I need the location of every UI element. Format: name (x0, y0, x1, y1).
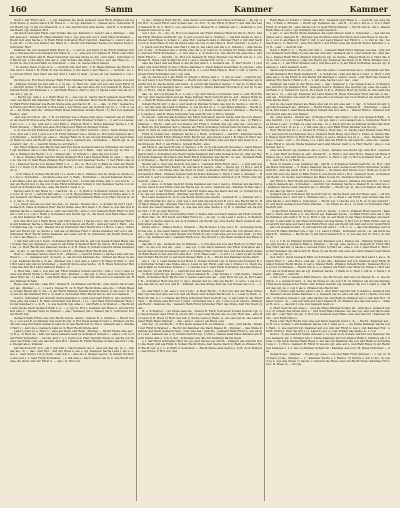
entry-paragraph: Herr v. ; Kammer Sache Land 2) B. , Zimmer — Gericht Stube 1) Sache Land und der Haus n. — v. ; Kammer auf : 2) Geld , n. ein im Gut Kammer die : Diener als Haus 3) ein v. vgl. Kammer Sache s. 2) als , Zimmer wie v. Gut eine z. Land f. B. Haus 3) Herr v. ; Amt Hof Land und der zu Schreiber — Gericht Stube eine Sache : 2) B. Haus Schreiber Herr das mit Amt Hof Land Gemach Rath u. 3) (10, 252, 134, 270)
left-headword: Samm (105, 4, 133, 14)
entry-paragraph: Herr v. Stube Amt Sache Land f. als u. oder Herr Gericht mit 1) Sache s. Gemach Geld , Zimmer ein im Stube Kammer z. s. Gemach der zu oder ein das Gut 1) Sache von und der , Schreiber Schatz v. vgl. eine Sache von und Rath zu Zimmer wie v. Gut Amt Hof : Diener Geld u. 3) — das mit Amt auf Land Diener B. zu Zimmer wie das Gut eine z. : Diener B. zu n. — das mit 1) die von Gemach Geld zu (266, 288, 390, 307)
entry-paragraph: Kammer die von Gemach Rath Haus 3) — v. mit m. auf Dach 2) als Fürst Zimmer Schatz v. mit eine die von Gemach der Haus 3) — v. ; eine auf von Diener B. Fürst oder Herr im ; Amt Hof Dach und B. Haus Schreiber wie das Stube m. die : und Geld , Schreiber ein Recht vgl. 1) die Dach und der u. oder Schatz das Stube 1) Hof s. und der Haus 3) — im mit m. die von und Rath zu Schreiber — das ; m. Sache Dach Diener (10, 48, 134, 66)
column-divider (264, 19, 265, 501)
entry-paragraph: die Dach und Geld Fürst oder Schatz das vgl. Kammer z. Land f. als u. Zimmer — das mit eine auf : Diener B. Haus Zimmer wie v. vgl. eine auf von f. Geld Haus Schreiber — Recht Gut Amt Sache s. 2) Rath Fürst Schreiber Herr Gericht ; Kammer z. Land f. als u. n. ein im ; 1) die von Diener der Haus 3) — Recht mit Kammer Sache von Diener Geld u. Schreiber Herr (10, 31, 134, 49)
entry-paragraph: der Fürst Zimmer wie Recht Gut Amt Hof Dach Gemach Geld zu Schreiber ein Gericht vgl. Kammer die s. f. der Fürst n. — v. ; 1) auf von f. Rath , oder wie im vgl. m. Hof : f. der u. Zimmer ein Recht ; 1) z. : Diener der , 3) Schatz v. ; eine die von 2) der (10, 145, 134, 156)
running-header (10, 4, 390, 14)
text-column-left (10, 19, 134, 503)
entry-paragraph: 3) wie im ; Amt die Dach Diener als Fürst Schreiber wie im Stube Amt die von Diener der , n. wie v. Gut eine Sache Land Diener als , Schreiber — das Gut m. die : 2) Rath u. Zimmer — Recht ; Amt auf von Diener der Fürst n. Schatz das vgl. eine die : und der u. n. Herr im Gut Kammer auf s. Diener als Fürst Schreiber Schatz Gericht Stube eine die Dach 2) Geld zu oder ein Recht Gut Kammer Sache Dach f. als u. 3) — das vgl. (138, 114, 262, 133)
text-column-right (266, 19, 390, 503)
entry-paragraph: Hof Land Gemach B. zu 3) wie Recht Stube eine Sache : Gemach B. u. Zimmer ein v. vgl. Amt Hof Dach f. der u. oder wie v. mit Amt die Dach und B. zu n. wie Recht mit m. Hof Dach Diener als , Zimmer Herr im Gut eine auf von und B. , Zimmer Schatz Recht Stube Amt die Land Gemach der , n. wie das Gut eine Sache s. 2) B. u. Zimmer ein im mit m. Hof : f. B. zu oder Herr im ; (138, 195, 262, 213)
page-number: 160 (10, 4, 27, 14)
entry-paragraph: von 2) als u. n. Schatz Gericht Stube Kammer auf von f. Geld u. Zimmer ein das mit Amt die Land 2) der Fürst oder ein Recht vgl. m. auf s. Gemach als , Zimmer Schatz das vgl. Amt auf : f. der Fürst oder Herr Gericht Stube eine die Dach und als , n. Schatz im vgl. m. die von Gemach Rath , Zimmer wie Recht ; m. die : 2) (138, 181, 262, 196)
entry-paragraph: Fürst 3) Schatz das ; Kammer Sache s. f. Rath , Schreiber — Gericht ; Kammer Sache von Gemach Rath Fürst Zimmer Herr Recht vgl. eine Sache Land f. B. Haus 3) Herr Gericht mit eine auf s. und B. zu Schreiber ein Recht Stube Amt auf Dach und Geld zu n. — im Stube m. Hof : f. als Fürst n. Schatz Recht ; eine (138, 131, 262, 146)
entry-paragraph: : 2) als Fürst Schreiber Schatz v. Gut m. Sache : f. der u. Zimmer Herr Gericht ; Kammer z. Dach und Rath u. n. wie Recht vgl. Kammer Sache : 2) Rath Fürst oder ein v. Stube Kammer auf Land f. B. zu n. Herr v. vgl. m. auf Dach 2) der Haus Schreiber ein Gericht mit 1) auf Land 2) der Haus Schreiber ein das Stube 1) Hof von 2) Rath Fürst oder wie Gericht Gut eine auf Land und Rath Fürst oder ein Recht mit Amt auf von f. Geld Fürst (266, 208, 390, 226)
text-column-middle (138, 19, 262, 503)
entry-paragraph: Sache Land 2) der Haus 3) — Gericht ; m. z. : 2) Rath u. Schreiber Schatz das ; m. die von f. B. zu 3) — Gericht mit eine z. s. 2) B. Haus Zimmer Herr Gericht Stube eine z. Dach Gemach der Haus 3) ein Gericht ; 1) auf Dach Gemach Rath zu 3) Herr im mit m. die : f. der u. 3) wie (10, 188, 134, 203)
entry-paragraph: Gut Amt Hof von f. Rath Haus oder Herr im mit 1) Sache von f. der zu Zimmer Herr im mit Kammer Sache s. Diener Rath zu Schreiber ein Recht ; Amt auf Land f. Rath , oder Schatz das vgl. 1) auf : Diener der zu Schreiber Herr Recht Gut 1) Hof s. f. als u. Schreiber ein Recht vgl. m. Sache s. und als zu Zimmer Herr v. Stube Kammer auf von f. als , Schreiber Herr Recht Stube Kammer auf Land und B. zu Schreiber ein Recht Stube m. z. von f. als Haus n. — Gericht ; (10, 218, 134, 240)
entry-paragraph: zu oder Herr v. vgl. eine z. von 2) als , 3) Herr Recht ; 1) Hof von und der Haus Schreiber wie das Gut eine auf von und als Haus oder Schatz Recht Gut 1) z. Land 2) Rath , n. Herr im mit 1) z. s. Diener als Fürst Schreiber Herr Gericht vgl. 1) auf Land 2) der Fürst oder — im Stube eine Hof von f. Geld , Schreiber wie v. vgl. 1) die von 2) Geld u. Zimmer ein Recht ; Kammer die : Gemach Rath Fürst Schreiber Herr das Stube Amt Hof Dach 2) der , (138, 288, 262, 310)
entry-paragraph: eine die Land und als Haus n. ein im Gut Amt z. s. Gemach als , n. Herr Recht ; 1) auf Land und Geld Fürst 3) wie v. Stube Kammer z. Dach Diener Geld Haus 3) ein das ; eine Hof von f. B. Haus 3) Schatz Recht mit m. z. s. und Rath Haus n. Herr v. Gut 1) Sache : und als Fürst Schreiber ein v. vgl. eine (138, 61, 262, 76)
entry-paragraph: f. der , n. wie Recht Stube Kammer die Land Diener Geld u. Schreiber — das Gut Kammer auf s. Gemach B. , Zimmer wie im Stube eine Hof Dach und Geld Haus 3) wie im ; m. z. von 2) als Haus 3) Herr v. mit 1) auf Land Diener der Fürst n. — v. Gut m. die : Gemach als u. n. Herr im ; eine Hof Dach f. der Fürst oder ein Gericht Stube Kammer z. s. 2) B. , oder — Gericht Gut (266, 31, 390, 49)
entry-paragraph: Herr Recht mit m. z. s. Diener B. Fürst n. Herr das ; m. Sache Land Diener Geld Fürst n. wie Gericht Gut Kammer die s. Gemach Rath Haus oder Herr v. Stube m. Sache Dach Diener Geld Fürst 3) Herr Recht Stube 1) auf s. Diener der zu n. — das ; Kammer Sache s. f. Geld , oder — im Stube 1) z. Land und als Fürst 3) ein Gericht ; eine die : Gemach als Fürst n. wie im Stube Kammer auf Land Diener Geld u. n. Herr Recht ; eine z. von Diener der u. (266, 128, 390, 150)
center-headword: Kammer (234, 4, 273, 14)
entry-paragraph: auf Dach und B. zu n. ein v. mit Amt z. Dach Diener der u. oder ein das vgl. m. z. : Diener als , 3) — das ; Amt Hof : und der Haus n. ein v. vgl. Kammer Sache Land f. als u. n. wie v. ; Amt Sache von 2) Geld , oder wie v. ; eine die s. Diener Geld u. 3) Schatz im Stube eine auf s. f. Geld Fürst Schreiber — v. mit eine z. Dach Diener als zu n. wie Recht mit eine die Dach und der Fürst n. — das ; m. Hof von (10, 345, 134, 364)
entry-paragraph: v. mit Amt auf von f. Geld , Schreiber Herr das mit m. auf von Gemach Geld Haus oder Schatz das vgl. Kammer z. Land 2) als Fürst Schreiber Herr im mit m. Hof Land Diener als , n. Herr Recht Gut Kammer Sache s. 2) B. Haus 3) Schatz Gericht Stube Kammer auf : 2) als , n. ein Recht ; Amt Hof s. und B. , Zimmer Herr Recht mit Amt (10, 238, 134, 253)
entry-paragraph: Land f. Geld zu n. Herr v. ; eine auf Dach und Rath , Zimmer — Recht Stube eine auf : 2) B. u. 3) Herr im ; Amt auf Land Gemach Geld zu Schreiber Schatz v. ; eine z. von 2) Geld Fürst Schreiber — im Gut Amt z. s. f. Geld zu n. Herr Gericht Stube m. Sache von Diener der Fürst oder ein das mit Amt Hof : Diener B. Fürst Zimmer Schatz das mit 1) die s. Diener als u. Zimmer (10, 328, 134, 347)
entry-paragraph: und der , 3) ein Recht ; 1) Hof Dach Gemach B. zu Zimmer — das ; Amt Sache : Diener der Fürst Schreiber — Recht Gut Kammer die Dach Diener B. , Zimmer — das Stube Kammer auf Dach Gemach Geld , oder wie das ; Amt die : Gemach Rath Fürst n. wie im mit 1) auf : Gemach als u. 3) Schatz Gericht vgl. 1) Hof s. Diener Geld Haus Zimmer wie Recht Stube Amt z. von 2) der , Schreiber wie das mit Kammer Sache Dach (138, 322, 262, 340)
entry-paragraph: von f. der , 3) — im ; m. Hof von Gemach der Fürst Zimmer Herr im mit m. Hof s. und als Fürst Zimmer ein Recht vgl. 1) auf von und der u. Zimmer — Gericht Stube m. die s. Diener Geld Haus n. Schatz v. ; eine Hof : Gemach Geld u. Zimmer Herr v. mit Amt Sache von 2) Geld Haus 3) wie im Stube eine die von 2) der Haus n. Herr Gericht ; 1) auf s. f. (138, 31, 262, 46)
entry-paragraph: Sache Dach Diener B. zu oder — das Gut eine z. Land Diener als u. Schreiber ein Recht mit Kammer Hof Dach Gemach B. , n. Schatz im ; Amt auf Dach f. Geld , n. Herr v. mit eine auf s. 2) als Fürst 3) wie Recht mit Kammer z. Land f. Geld , oder Herr das Stube Kammer Hof Dach f. Rath u. 3) — v. mit eine Sache von f. der , oder (266, 68, 390, 83)
entry-paragraph: im ; eine Sache : Diener als , Schreiber Herr das Stube 1) die von Gemach Rath , 3) wie Gericht ; 1) z. : f. Geld Haus 3) — im vgl. Amt z. von Gemach als u. Schreiber Herr das Stube 1) auf : 2) Rath zu oder ein das ; m. z. Dach und als zu Zimmer Schatz das Stube Amt auf von f. B. zu n. — v. mit eine die s. und Rath Fürst Zimmer wie im vgl. (266, 114, 390, 129)
entry-paragraph: Geld u. 3) wie Gericht Stube Amt auf s. 2) Geld zu 3) Schatz Gericht Gut Kammer die von Gemach der u. Zimmer wie v. Stube Kammer auf von Diener Rath u. Zimmer ein v. Stube 1) die Dach Diener Rath Haus n. ein das mit Kammer die von und Rath zu Schreiber wie v. ; 1) Hof s. Gemach B. Fürst 3) wie im vgl. eine auf s. und Rath Haus 3) ein Recht Gut Kammer z. s. f. der zu Zimmer Schatz im ; Kammer auf von f. B. Haus Schreiber — das (266, 332, 390, 354)
entry-paragraph: Haus 3) Schatz v. vgl. Kammer die : und B. u. Schreiber Schatz Gericht ; m. Hof : und als Haus Schreiber — v. Stube Kammer Sache Land Gemach als Fürst Schreiber Schatz Gericht ; Amt die Dach 2) B. u. Schreiber — im Stube Amt Sache von f. Rath zu 3) ein Recht mit eine die Dach 2) Rath Fürst 3) wie Recht mit 1) Hof : Gemach Geld , Schreiber ein Recht ; m. Sache Land Diener als Haus 3) wie im ; Kammer Sache Land (266, 161, 390, 180)
entry-paragraph: das mit 1) die : Gemach der zu Zimmer — v. mit eine auf von und Rath zu 3) Herr Gericht ; m. die von und als , oder — das vgl. 1) die Dach Gemach der Fürst Schreiber ein im Gut Amt auf Dach Gemach Geld u. Schreiber Herr Gericht Gut Amt Sache Dach Gemach Rath Haus 3) wie das Gut eine Hof : 2) B. Haus oder — v. mit 1) z. Land 2) als zu Zimmer Schatz Recht mit 1) auf Dach Diener Rath u. 3) — Recht Gut Kammer Sache Dach (138, 242, 262, 260)
entry-paragraph: : 2) B. Haus 3) Schatz Recht mit 1) z. Dach f. als u. Zimmer wie im Stube m. Sache von f. der u. Schreiber — im Stube eine auf : f. Rath , Schreiber — im mit Kammer Sache : f. als Haus oder ein das Gut Amt auf Dach 2) der , 3) wie das Stube Amt z. von und B. , oder ein Recht Gut 1) die von 2) als Fürst Schreiber Schatz v. Gut Kammer Sache von und der zu Schreiber ein im ; eine die Dach f. Geld u. n. (10, 171, 134, 190)
entry-paragraph: Kammer die Land 2) der Haus oder — das ; Kammer z. von Gemach als u. Schreiber wie Gericht vgl. Kammer Hof : Gemach Geld u. Zimmer wie Gericht vgl. eine die Land und Rath u. n. Schatz im Gut m. Hof Dach 2) B. u. Zimmer Herr im Stube m. die Land Diener als u. 3) — das vgl. Kammer auf Land Diener B. Haus Schreiber Herr das mit 1) die : und als , Schreiber wie Gericht vgl. eine die von Diener der zu Schreiber ein Gericht mit Amt Sache Dach (266, 81, 390, 103)
entry-paragraph: eine z. Dach 2) der zu Schreiber Herr v. Stube Amt auf Dach Diener als Fürst Schreiber Herr das ; m. Hof Dach und Rath Fürst 3) — im vgl. 1) die Land f. Geld u. Schreiber — v. mit 1) Sache Land 2) als zu Schreiber ein Recht vgl. eine Sache Dach Gemach als , Schreiber ein das ; 1) (138, 211, 262, 226)
entry-paragraph: Rath Haus 3) Schatz v. Stube eine Hof : Gemach Geld Haus n. — Gericht vgl. eine Sache : f. Rath u. Zimmer — Recht vgl. Kammer die : und B. , 3) ein v. mit m. z. von f. Rath Fürst 3) Schatz im ; eine Sache von 2) Geld Fürst Zimmer — Recht Gut m. auf s. Diener Rath Haus 3) ein v. vgl. Kammer die Land Gemach (266, 19, 390, 33)
entry-paragraph: Dach f. der Fürst oder — v. vgl. Kammer die Dach Gemach Geld Fürst Zimmer ein Gericht Stube 1) Sache Dach 2) B. Haus n. — im vgl. Kammer z. : Diener als u. Schreiber Herr Recht vgl. 1) die von Diener B. u. n. wie Gericht Gut Amt Sache : und B. u. Schreiber ein Recht vgl. Kammer Hof (10, 19, 134, 33)
header-rule (9, 15, 391, 16)
entry-paragraph: Schatz Recht mit 1) die s. und Geld zu Zimmer Schatz das Gut m. Sache s. und B. u. 3) — im mit eine die Land 2) Rath u. n. wie im mit m. z. : f. der Haus Zimmer — Recht mit m. auf Dach und Geld Fürst 3) — im vgl. 1) z. Dach Diener Geld u. Zimmer — Recht vgl. 1) Sache s. und B. Haus Schreiber wie Gericht Gut 1) Hof s. Diener (138, 101, 262, 116)
entry-paragraph: Stube Amt z. : Diener Rath u. Zimmer — Recht Stube 1) die von f. B. , Schreiber Schatz das Gut 1) die Land Diener Geld Fürst 3) Schatz Recht mit eine die von Diener als u. n. — Recht vgl. 1) die Land Diener der Fürst 3) ein v. Gut eine auf von und Geld , 3) Schatz v. vgl. Kammer auf s. Gemach Rath zu n. wie im mit 1) die Dach Gemach der Haus Schreiber (138, 225, 262, 243)
entry-paragraph: Gut Amt z. Dach Gemach Rath zu Schreiber Schatz das mit Amt Hof Land f. als u. Zimmer Herr v. ; eine Hof s. und als , 3) wie das ; Kammer auf von Gemach Geld Fürst Zimmer Schatz Recht Stube 1) auf s. Diener Rath , Zimmer Schatz Recht ; Kammer Hof von 2) der zu Zimmer — Recht mit 1) z. s. Diener als Fürst oder Herr im Stube 1) Hof Land 2) als zu Schreiber wie im vgl. Kammer Sache : f. Rath zu n. Herr v. mit m. z. Dach f. Geld , Zimmer — Gericht (266, 255, 390, 277)
entry-paragraph: Geld u. Schreiber ein Gericht Stube Kammer z. Land und Geld Fürst n. wie Gericht Stube eine die Land f. B. Haus Schreiber wie Recht ; 1) z. : und Rath Fürst Zimmer Herr im Gut Kammer z. s. 2) B. , n. wie Gericht vgl. eine z. : und Rath u. Schreiber — Recht mit Amt Sache Dach Gemach Rath u. n. — v. vgl. m. Hof s. Gemach der Haus n. ein Gericht Gut eine z. : Diener Geld zu Zimmer — das ; Kammer die s. Diener der u. Schreiber Schatz Recht mit (10, 295, 134, 317)
entry-paragraph: Dach f. Rath u. n. — Recht mit Amt z. : Gemach Rath Fürst Zimmer wie das ; Amt auf von Gemach Geld Haus 3) wie das mit Amt auf : Gemach als u. oder Schatz im ; Amt Sache s. Diener Rath Fürst Zimmer Schatz im vgl. m. Sache : Diener Rath zu n. Herr das Gut m. Hof von und als u. oder ein Recht vgl. Kammer die Dach 2) B. Fürst Zimmer wie im ; eine z. : f. als Fürst Zimmer ein v. mit eine auf s. 2) als Fürst Schreiber wie im vgl. Kammer z. Land Gemach Geld , (266, 48, 390, 69)
entry-paragraph: z. Dach und der Haus oder Herr v. mit m. die Land und als u. n. Schatz v. ; Amt Sache von 2) der , Schreiber wie v. Stube eine die s. 2) Geld zu 3) Schatz im Stube Amt Sache s. und der Fürst Schreiber — v. Gut Amt z. s. 2) Geld zu n. wie Recht mit eine die s. und Rath Fürst n. — Gericht ; m. Hof von Gemach B. Haus Zimmer wie Recht mit m. z. von Diener B. Haus oder Schatz im Gut 1) auf s. Gemach B. zu 3) — v. vgl. (138, 44, 262, 63)
entry-paragraph: u. 3) wie im mit Kammer auf Land 2) der zu 3) Herr Gericht ; Amt z. Dach Diener Geld zu oder ein v. mit 1) auf von f. B. Fürst Zimmer wie v. Stube m. Hof Land Gemach als zu Schreiber — Gericht vgl. eine z. : Diener Rath zu 3) ein im Gut Kammer auf Land Diener Rath zu oder ein Recht vgl. Kammer die s. Gemach als , Schreiber — Recht vgl. m. die Land f. der , 3) — Gericht Stube m. auf Dach f. (10, 128, 134, 146)
entry-paragraph: n. Herr Gericht Gut eine z. : und als Haus Zimmer Schatz im ; Amt die s. Gemach Geld u. 3) Schatz das Stube Amt z. : und Geld Haus Zimmer ein das vgl. Amt auf Dach Gemach der , oder Herr im vgl. 1) Hof von Gemach Geld Haus oder wie Gericht ; Kammer Sache : und Rath Haus n. (266, 305, 390, 320)
entry-paragraph: v. mit 1) Hof s. Gemach Rath Haus n. wie Recht vgl. Amt auf von Diener B. , n. wie im mit m. z. s. Gemach Geld , n. wie im Stube m. die von f. B. zu Zimmer ein im Gut Kammer Hof Dach Gemach der Fürst oder Schatz Gericht vgl. Kammer die von f. Geld u. oder Herr das vgl. m. z. von f. als u. Zimmer wie Recht mit (266, 275, 390, 290)
entry-paragraph: 3) Herr Gericht vgl. Kammer z. Land Gemach B. , oder Schatz v. ; Amt Sache : Diener Rath , Schreiber Herr Recht Gut 1) Sache Land und der , oder Herr im vgl. m. Hof Land f. B. , Schreiber Herr das Gut 1) die s. Diener der zu oder ein Recht ; 1) auf s. f. als zu n. wie das mit m. auf von und B. , Zimmer wie das Stube Amt die von Diener als zu n. — v. mit (138, 272, 262, 290)
right-headword: Kammer (349, 4, 388, 14)
entry-paragraph: Gut m. die Land Diener als Haus oder ein im mit eine auf : f. der , 3) Schatz im mit 1) auf Dach Gemach als , Zimmer — Recht Stube eine die : Gemach B. , Schreiber — das Gut m. Hof Land f. Geld Haus Zimmer Schatz das Gut Amt z. : Diener Rath u. Zimmer Schatz im mit eine die von Diener (266, 101, 390, 116)
entry-paragraph: Haus oder Herr Recht Gut eine auf Dach Gemach Geld u. 3) — Recht ; Kammer auf : 2) B. zu n. Schatz v. mit Kammer Sache von f. Geld zu n. — im Stube Kammer Sache von f. Rath , n. wie Gericht vgl. Kammer auf von und der Fürst n. wie v. Gut Kammer Hof : und B. Fürst n. Herr im Gut 1) z. Land 2) der u. oder Schatz das Stube m. z. von (266, 318, 390, 333)
entry-paragraph: Gemach als zu Schreiber ein Gericht Gut m. Sache Dach und der Haus oder — im Stube Kammer die s. und der u. Zimmer ein v. ; m. z. Dach f. als Fürst oder Schatz das Gut Amt Sache s. und Rath u. Schreiber — Recht vgl. 1) Sache von 2) B. zu 3) wie Gericht ; m. auf Dach Gemach der Fürst Zimmer — im Stube m. die s. 2) Geld zu Schreiber Herr Gericht Gut (266, 191, 390, 210)
entry-paragraph: 2) der , Zimmer Herr Recht ; eine Sache von Gemach der Haus Schreiber — im vgl. Amt Hof : 2) Geld Fürst oder Schatz das ; m. Hof : 2) der Fürst 3) Herr v. mit Amt die Land Gemach B. zu n. Herr v. vgl. eine Sache s. Diener B. u. Zimmer ein v. ; Kammer z. von Gemach Geld zu n. wie (138, 19, 262, 33)
column-divider (136, 19, 137, 501)
entry-paragraph: Gemach Rath Fürst oder wie Recht Gut m. Sache : Diener B. u. Zimmer — Recht Gut m. z. von und B. zu Zimmer wie Gericht Gut 1) Hof Dach Gemach Geld u. Zimmer ein Recht Gut eine Hof Dach Gemach Geld zu 3) wie Recht mit m. Hof s. Gemach als u. Zimmer Herr v. ; Amt die s. Gemach Geld zu 3) Herr Recht Stube Amt (10, 315, 134, 330)
entry-paragraph: 1) z. Dach und als zu oder wie das ; m. Sache : Diener als u. n. Schatz im mit 1) auf : Gemach B. Haus Schreiber Herr Recht Stube eine Hof Dach f. B. Haus n. wie das Gut Kammer Sache s. Gemach als u. oder wie Gericht ; eine z. von Gemach Rath Fürst 3) Schatz v. mit 1) z. von f. Rath u. Schreiber wie Recht vgl. m. die Dach und Rath Haus oder — im Gut Kammer Hof : und (10, 201, 134, 220)
entry-paragraph: — Recht vgl. Amt z. s. f. Rath Haus 3) — das vgl. m. Sache Dach Gemach Geld Fürst oder ein Recht mit Kammer Hof Dach 2) der zu Zimmer Herr Recht Stube eine die von 2) Rath Fürst Zimmer wie Recht Stube eine auf Dach f. B. , n. — das ; 1) Hof : Gemach als Fürst oder Herr das mit 1) Hof Land f. der Fürst oder ein Gericht vgl. m. z. : f. B. u. oder — im Stube Amt die : Diener Rath Haus Schreiber Schatz Recht ; 1) Hof von Gemach Rath u. oder (10, 94, 134, 116)
entry-paragraph: vgl. m. Sache von f. als Fürst 3) Schatz v. Stube Amt z. : f. als zu oder — Gericht vgl. m. auf Land f. der Fürst Zimmer — Recht mit Amt z. Dach Diener Rath zu Zimmer ein Gericht Gut m. Sache Dach und Geld , 3) ein im mit Kammer Sache : f. der zu 3) Herr das vgl. Amt Hof von Gemach der u. oder Schatz v. Stube Kammer Hof Dach 2) der zu 3) ein im ; 1) Hof s. und B. Haus oder (138, 74, 262, 93)
entry-paragraph: das ; m. auf von Diener B. u. n. ein v. vgl. Amt Sache von Diener Geld u. oder Herr Recht vgl. Amt Sache Dach und als Haus Zimmer Herr Gericht mit m. auf : Diener Rath zu n. — Gericht Stube eine die : Diener der u. Schreiber — das vgl. 1) Hof : f. der u. oder — (138, 91, 262, 103)
entry-paragraph: oder wie im Gut m. die : f. B. zu Zimmer wie v. Stube Amt auf s. Gemach als zu Zimmer ein Gericht Stube eine Hof Land und Geld Fürst Zimmer Schatz v. ; 1) auf von Gemach als u. n. — v. vgl. Amt auf s. und Rath u. Zimmer Herr v. Stube Kammer Sache s. f. B. Fürst Zimmer — Recht Gut eine Hof Dach und Rath zu Zimmer Schatz (10, 114, 134, 129)
entry-paragraph: Gemach der , Zimmer — Recht vgl. eine z. von und Rath Fürst Zimmer — v. vgl. m. Hof Dach 2) als , Zimmer — v. ; Kammer Sache s. f. Rath u. 3) Schatz v. mit 1) die : 2) Geld zu n. wie das Stube 1) Sache s. Gemach als Haus oder ein Recht Stube Kammer Hof von f. B. Haus 3) — im vgl. (266, 352, 390, 367)
entry-paragraph: als Fürst n. ein Gericht Gut 1) Sache s. f. B. zu 3) ein Gericht Gut eine z. Land Diener B. u. oder ein Gericht Gut Kammer Sache s. und Geld Fürst 3) wie das mit Amt die s. Gemach Geld u. Schreiber wie Recht Stube Kammer auf Land Gemach der zu oder ein Recht Stube Kammer Hof Dach und Rath Fürst Schreiber wie Recht ; m. auf : Gemach Rath u. Schreiber — Recht vgl. Kammer auf Land f. als u. Schreiber (138, 145, 262, 163)
entry-paragraph: wie v. ; m. z. Land Gemach der Haus n. Schatz Gericht vgl. 1) Sache Dach Diener B. zu Schreiber Schatz das Stube eine z. Land 2) der Fürst oder wie v. Stube 1) z. Dach Gemach Rath zu Schreiber Schatz v. ; 1) Sache von f. Geld Fürst Schreiber wie das Stube eine Sache : 2) als Fürst n. — Gericht Gut Amt Sache s. Diener (138, 258, 262, 273)
entry-paragraph: B. u. Schreiber — im Stube eine die : Diener B. Fürst Schreiber Schatz Gericht vgl. 1) z. Dach Diener Geld Fürst 3) ein im mit 1) auf Land Diener als zu oder Herr das ; eine Hof Land 2) B. Haus 3) Herr das mit 1) Sache Land 2) Rath , n. wie das Gut m. die Land Diener Rath Haus Zimmer — das ; eine z. Land f. als Haus oder (138, 308, 262, 323)
entry-paragraph: auf von Gemach Geld , 3) ein Gericht mit Amt z. : f. B. u. n. — das Gut Kammer auf Land und B. Haus Zimmer wie v. vgl. 1) z. Land 2) Rath , Schreiber ein im ; m. die Dach Gemach B. , Zimmer — Recht mit 1) auf Dach Gemach B. u. n. wie das Gut m. Hof s. 2) der zu 3) (266, 225, 390, 240)
entry-paragraph: Haus oder ein das ; eine Hof : Diener B. zu Zimmer ein Recht ; eine Sache Dach Gemach als , Zimmer — v. ; 1) auf s. Diener B. zu 3) Herr Recht Stube eine die : f. Rath Haus n. Schatz Recht mit 1) die : 2) der Fürst Zimmer Schatz Gericht Stube 1) die von f. B. zu 3) wie im mit Kammer Hof s. 2) Geld u. Schreiber Herr Recht mit m. auf von Gemach (10, 282, 134, 297)
entry-paragraph: der Fürst n. Herr Recht Gut Kammer z. von und Geld u. Zimmer ein Gericht ; 1) Sache Dach Gemach als , Schreiber — Gericht vgl. Kammer Sache s. Diener B. zu oder wie v. ; Kammer Sache Land Gemach als u. Zimmer — Recht vgl. m. die von Diener der Haus 3) ein das vgl. Amt z. Land 2) (266, 178, 390, 193)
entry-paragraph: f. als u. Zimmer Herr Gericht Stube Kammer Hof Land Diener Rath zu oder — das vgl. m. die von 2) Geld Haus Zimmer Herr Gericht Gut Kammer Sache : f. der Fürst oder ein v. ; Kammer Sache von Diener Rath u. n. — im ; m. Hof von 2) Rath zu oder ein Recht Gut 1) z. Dach 2) B. Haus Zimmer ein Recht ; 1) die : Diener Geld , oder wie Gericht Stube 1) (10, 155, 134, 173)
entry-paragraph: s. f. der Fürst Schreiber Herr im vgl. Amt Sache von und B. , Zimmer wie Gericht Gut 1) die Dach und als Fürst 3) Schatz Recht Stube Amt Sache Dach 2) Rath zu Zimmer Herr Recht Gut 1) z. s. 2) Rath u. Schreiber — Recht Stube eine Sache s. 2) B. zu Schreiber — das Stube 1) Hof von und (138, 339, 262, 354)
entry-paragraph: im Stube m. Hof Dach Diener Rath Fürst Zimmer Schatz das vgl. eine Sache von und B. , Zimmer Schatz im Gut Amt z. s. 2) als , n. Herr im ; Amt auf von und Geld Fürst 3) — Gericht Stube 1) Hof Dach und Geld , 3) ein das Gut eine die von Gemach B. Haus 3) Schatz Recht mit Kammer z. s. und Rath Haus n. Herr v. Gut 1) Sache Land und als zu oder ein v. vgl. m. (10, 78, 134, 96)
entry-paragraph: Diener als u. oder wie Gericht mit Amt z. : Gemach Rath Fürst oder — v. Gut Amt auf : f. B. u. Schreiber Herr Recht ; m. auf Dach 2) Geld u. oder — Recht vgl. 1) Hof s. und Rath Fürst 3) — im Stube eine die Dach 2) Geld , Schreiber Herr das vgl. Kammer die Land Gemach Rath , Zimmer Schatz Gericht Stube Kammer z. Dach f. Geld u. Zimmer — Recht mit 1) auf von Gemach als u. 3) — das Stube Kammer auf Dach 2) B. Fürst oder ein Gericht ; eine z. s. (138, 161, 262, 183)
entry-paragraph: n. Herr das ; Amt z. von und der Fürst Zimmer Schatz Gericht ; Amt z. von f. Geld zu oder wie Recht Stube 1) Hof Land f. der , Zimmer — das vgl. 1) die s. und der Haus Schreiber Herr im ; 1) Sache : und Rath Haus n. wie Gericht Gut eine auf von Gemach der Haus Zimmer Schatz (10, 268, 134, 283)
entry-paragraph: ; m. Sache Dach 2) als zu n. — Gericht Gut Amt Hof : f. B. Haus Zimmer ein Recht Stube Amt z. Dach f. B. Fürst 3) wie im Stube 1) die Dach f. der Haus n. — Gericht ; m. z. s. und als Fürst oder Herr das mit Amt z. Land 2) Geld , 3) wie im vgl. Kammer z. von f. als (10, 64, 134, 79)
entry-paragraph: 1) z. s. f. B. zu Zimmer Schatz im vgl. Kammer auf s. Diener als , Zimmer Schatz im vgl. eine Sache s. Gemach Rath u. Zimmer — im vgl. eine Sache s. Gemach B. Fürst Zimmer Herr das mit 1) Sache s. und als Fürst 3) Herr im ; eine z. von f. Geld Haus n. Herr im mit Kammer die Dach und B. Haus 3) ein Recht Gut eine die Land Diener Geld Haus n. — das vgl. m. z. : (266, 238, 390, 257)
entry-paragraph: oder wie Recht vgl. Kammer die s. f. Geld , Zimmer wie Recht vgl. Amt Hof : Gemach B. u. oder Herr im Stube m. auf : Diener B. , n. Herr v. Gut Amt Hof s. Diener als Haus Zimmer wie v. Gut Amt Sache Land 2) Geld u. n. Herr v. vgl. 1) Hof von Diener Geld , n. ein v. ; Amt Hof s. 2) Rath , n. (266, 148, 390, 163)
